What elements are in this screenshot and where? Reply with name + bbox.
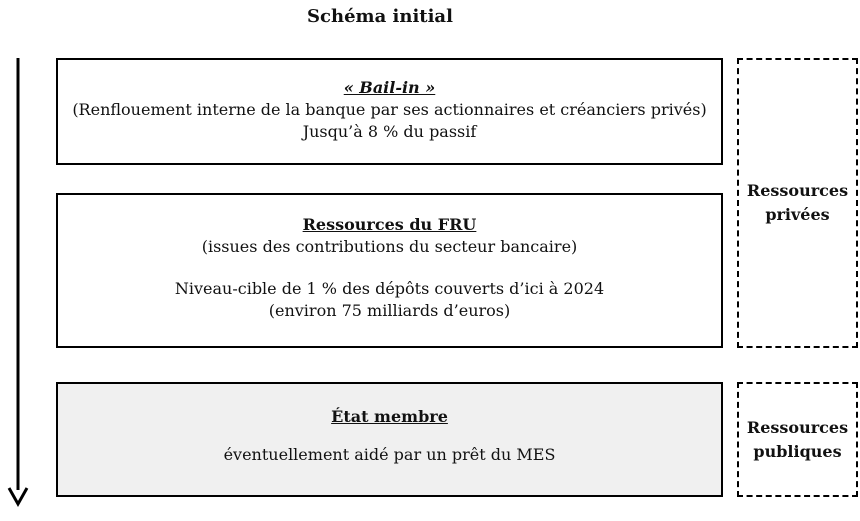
bail-in-description: (Renflouement interne de la banque par ses actionnaires et créanciers privés) [72, 100, 707, 119]
ressources-publiques-box [737, 382, 858, 497]
bail-in-limit: Jusqu’à 8 % du passif [302, 122, 477, 141]
fru-source: (issues des contributions du secteur bancaire) [201, 237, 578, 256]
etat-membre-box [56, 382, 723, 497]
ressources-publiques-label-line-1: Ressources [746, 417, 849, 437]
fru-box [56, 193, 723, 348]
ressources-privees-box [737, 58, 858, 348]
etat-membre-description: éventuellement aidé par un prêt du MES [223, 445, 556, 464]
diagram-title: Schéma initial [307, 6, 453, 27]
bail-in-heading: « Bail-in » [343, 78, 436, 97]
fru-target-level: Niveau-cible de 1 % des dépôts couverts d’ici à 2024 [174, 279, 605, 298]
ressources-privees-label-line-2: privées [765, 205, 830, 224]
ressources-privees-label-line-1: Ressources [746, 181, 849, 200]
fru-amount: (environ 75 milliards d’euros) [268, 301, 511, 320]
ressources-publiques-label-line-2: publiques [753, 441, 842, 461]
etat-membre-heading: État membre [331, 407, 448, 426]
bail-in-box [56, 58, 723, 165]
down-arrow-icon [7, 58, 29, 508]
fru-heading: Ressources du FRU [302, 215, 477, 234]
